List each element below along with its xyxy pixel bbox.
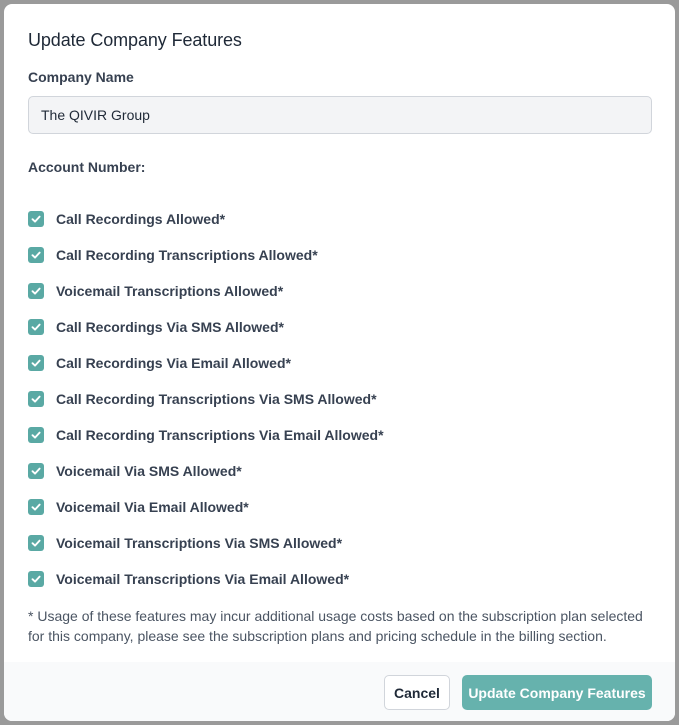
feature-label: Call Recordings Allowed* <box>56 211 226 227</box>
feature-item-call-recordings-via-sms[interactable] <box>28 309 384 345</box>
feature-label: Voicemail Via Email Allowed* <box>56 499 249 515</box>
checkbox-checked-icon[interactable] <box>28 535 44 551</box>
feature-label: Call Recording Transcriptions Via Email Allowed* <box>56 427 384 443</box>
feature-item-voicemail-transcriptions[interactable] <box>28 273 384 309</box>
checkbox-checked-icon[interactable] <box>28 355 44 371</box>
checkbox-checked-icon[interactable] <box>28 283 44 299</box>
checkbox-checked-icon[interactable] <box>28 427 44 443</box>
feature-label: Voicemail Transcriptions Via Email Allowed* <box>56 571 350 587</box>
feature-item-voicemail-transcriptions-via-sms[interactable] <box>28 525 384 561</box>
checkbox-checked-icon[interactable] <box>28 247 44 263</box>
feature-item-call-recording-transcriptions-via-sms[interactable] <box>28 381 384 417</box>
feature-item-voicemail-transcriptions-via-email[interactable] <box>28 561 384 597</box>
feature-label: Call Recordings Via Email Allowed* <box>56 355 291 371</box>
usage-cost-footnote: * Usage of these features may incur additional usage costs based on the subscription plan selected for this company, please see the subscription plans and pricing schedule in the billing section. <box>28 608 643 644</box>
account-number-label: Account Number: <box>28 159 146 175</box>
company-name-label: Company Name <box>28 69 134 85</box>
checkbox-checked-icon[interactable] <box>28 499 44 515</box>
feature-item-call-recordings-via-email[interactable] <box>28 345 384 381</box>
checkbox-checked-icon[interactable] <box>28 319 44 335</box>
cancel-button[interactable]: Cancel <box>384 675 450 710</box>
feature-label: Voicemail Transcriptions Allowed* <box>56 283 284 299</box>
feature-label: Call Recordings Via SMS Allowed* <box>56 319 284 335</box>
update-company-features-modal <box>4 4 675 721</box>
checkbox-checked-icon[interactable] <box>28 211 44 227</box>
feature-item-call-recordings[interactable] <box>28 201 384 237</box>
feature-item-voicemail-via-email[interactable] <box>28 489 384 525</box>
feature-item-call-recording-transcriptions-via-email[interactable] <box>28 417 384 453</box>
modal-title: Update Company Features <box>28 30 242 50</box>
feature-label: Call Recording Transcriptions Via SMS Allowed* <box>56 391 377 407</box>
feature-label: Call Recording Transcriptions Allowed* <box>56 247 318 263</box>
feature-label: Voicemail Transcriptions Via SMS Allowed* <box>56 535 343 551</box>
modal-footer <box>4 662 675 721</box>
feature-label: Voicemail Via SMS Allowed* <box>56 463 242 479</box>
feature-item-call-recording-transcriptions[interactable] <box>28 237 384 273</box>
feature-checklist <box>28 201 384 597</box>
company-name-input[interactable] <box>28 96 652 134</box>
update-company-features-button[interactable]: Update Company Features <box>462 675 652 710</box>
checkbox-checked-icon[interactable] <box>28 391 44 407</box>
checkbox-checked-icon[interactable] <box>28 463 44 479</box>
feature-item-voicemail-via-sms[interactable] <box>28 453 384 489</box>
checkbox-checked-icon[interactable] <box>28 571 44 587</box>
